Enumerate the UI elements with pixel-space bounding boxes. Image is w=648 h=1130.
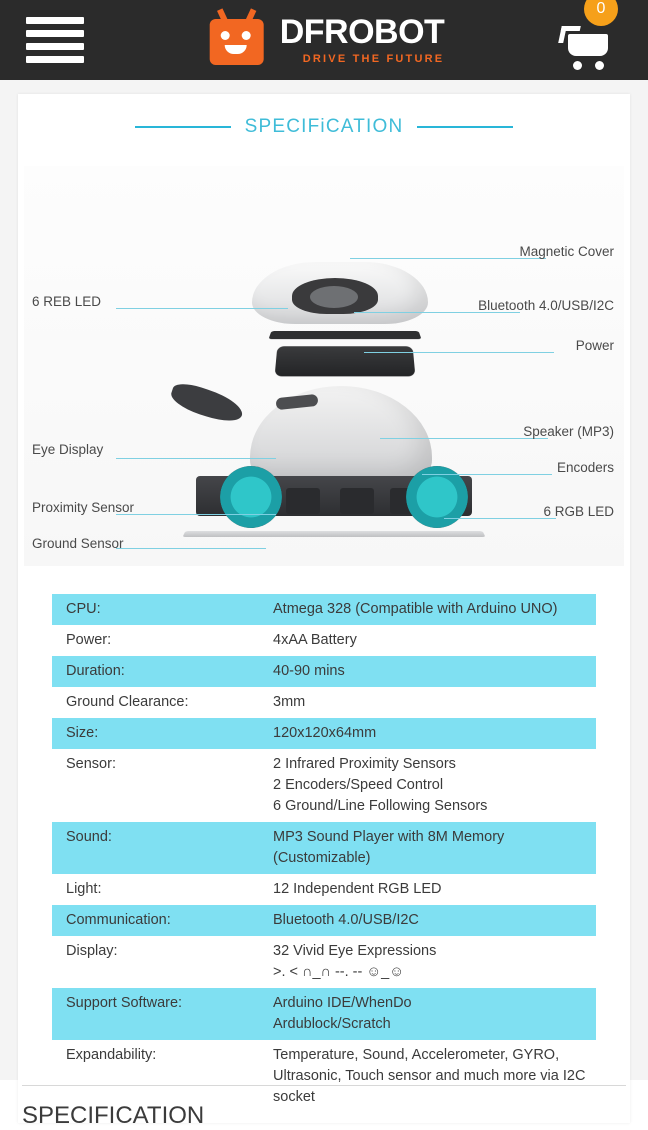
spec-value (259, 718, 596, 749)
spec-key: CPU: (52, 594, 259, 625)
spec-value (259, 936, 596, 988)
battery-pack-part (275, 346, 416, 376)
spec-key: Sound: (52, 822, 259, 874)
spec-value-line: Atmega 328 (Compatible with Arduino UNO) (273, 601, 558, 617)
brand-logo[interactable] (204, 9, 445, 71)
mainboard-part (269, 331, 422, 339)
exploded-view-diagram (24, 166, 624, 566)
baseplate-part (182, 531, 485, 537)
spec-value-line: Temperature, Sound, Accelerometer, GYRO, (273, 1047, 560, 1064)
robot-head-icon (204, 9, 270, 71)
spec-value-line: 32 Vivid Eye Expressions (273, 943, 437, 960)
spec-key: Sensor: (52, 749, 259, 822)
spec-value (259, 749, 596, 822)
specification-header (18, 94, 630, 152)
callout-speaker: Speaker (MP3) (523, 424, 614, 439)
table-row (52, 656, 596, 687)
side-panel-part (168, 379, 246, 427)
spec-value-line: Arduino IDE/WhenDo (273, 995, 412, 1012)
spec-key: Light: (52, 874, 259, 905)
cart-count-badge: 0 (584, 0, 618, 26)
brand-wordmark (280, 15, 445, 65)
spec-value-line: Ultrasonic, Touch sensor and much more via I2C (273, 1068, 586, 1085)
section-divider (22, 1085, 626, 1086)
robot-face (210, 19, 264, 65)
table-row (52, 718, 596, 749)
callout-bluetooth: Bluetooth 4.0/USB/I2C (478, 298, 614, 313)
callout-magnetic-cover: Magnetic Cover (519, 244, 614, 259)
leader-line (116, 548, 266, 549)
callout-encoders: Encoders (556, 460, 614, 475)
table-row (52, 822, 596, 874)
spec-value-line: 4xAA Battery (273, 632, 357, 649)
spec-value (259, 822, 596, 874)
spec-value-line: Bluetooth 4.0/USB/I2C (273, 912, 419, 929)
spec-value-line: socket (273, 1089, 315, 1106)
spec-key: Ground Clearance: (52, 687, 259, 718)
spec-value (259, 687, 596, 718)
callout-6-rgb-led: 6 RGB LED (543, 504, 614, 519)
motor-part (340, 488, 374, 514)
callout-power: Power (575, 338, 614, 353)
spec-key: Expandability: (52, 1040, 259, 1113)
footer-section-title: SPECIFICATION (22, 1102, 205, 1129)
spec-key: Duration: (52, 656, 259, 687)
table-row (52, 988, 596, 1040)
spec-value-line: MP3 Sound Player with 8M Memory (273, 829, 505, 846)
table-row (52, 874, 596, 905)
page-title: SPECIFiCATION (244, 116, 404, 137)
leader-line (364, 352, 554, 353)
brand-tagline: DRIVE THE FUTURE (302, 53, 445, 65)
spec-key: Support Software: (52, 988, 259, 1040)
spec-value-line: >. < ∩_∩ --. -- ☺_☺ (273, 964, 405, 981)
table-row (52, 687, 596, 718)
title-rule-left (135, 126, 231, 128)
cart-button[interactable] (558, 0, 624, 76)
spec-value-line: (Customizable) (273, 850, 371, 867)
motor-part (286, 488, 320, 514)
spec-value (259, 656, 596, 687)
robot-eye-left (221, 31, 230, 40)
brand-name-robot: ROBOT (324, 13, 445, 51)
spec-value-line: 2 Infrared Proximity Sensors (273, 756, 456, 773)
cart-wheel (595, 61, 604, 70)
table-row (52, 905, 596, 936)
shopping-cart-icon (560, 26, 618, 70)
leader-line (350, 258, 546, 259)
spec-key: Size: (52, 718, 259, 749)
spec-value (259, 594, 596, 625)
brand-name (280, 15, 445, 49)
hamburger-bar (26, 43, 84, 50)
table-row (52, 936, 596, 988)
spec-key: Communication: (52, 905, 259, 936)
table-row (52, 594, 596, 625)
callout-proximity-sensor: Proximity Sensor (32, 500, 135, 515)
site-header (0, 0, 648, 80)
spec-value (259, 1040, 596, 1113)
table-row (52, 749, 596, 822)
spec-value-line: 6 Ground/Line Following Sensors (273, 798, 488, 815)
spec-value-line: 3mm (273, 694, 306, 711)
callout-6-reb-led: 6 REB LED (32, 294, 102, 309)
hamburger-menu-icon[interactable] (26, 17, 84, 63)
brand-name-df: DF (279, 13, 325, 51)
leader-line (116, 308, 288, 309)
spec-value-line: 12 Independent RGB LED (273, 881, 442, 898)
robot-eye-right (242, 31, 251, 40)
spec-value (259, 988, 596, 1040)
spec-key: Power: (52, 625, 259, 656)
cart-basket (568, 34, 608, 56)
spec-value-line: Ardublock/Scratch (273, 1016, 391, 1033)
hamburger-bar (26, 56, 84, 63)
cover-inner-highlight (310, 286, 358, 308)
leader-line (116, 514, 276, 515)
spec-key: Display: (52, 936, 259, 988)
specification-table (52, 594, 596, 1113)
title-rule-right (417, 126, 513, 128)
hamburger-bar (26, 30, 84, 37)
wheel-left-part (220, 466, 282, 528)
spec-value (259, 625, 596, 656)
spec-value-line: 120x120x64mm (273, 725, 377, 742)
cart-wheel (573, 61, 582, 70)
callout-ground-sensor: Ground Sensor (32, 536, 124, 551)
spec-value-line: 2 Encoders/Speed Control (273, 777, 444, 794)
specification-card (18, 94, 630, 1123)
leader-line (422, 474, 552, 475)
leader-line (444, 518, 556, 519)
hamburger-bar (26, 17, 84, 24)
page-content (0, 80, 648, 1129)
spec-value-line: 40-90 mins (273, 663, 345, 680)
table-row (52, 625, 596, 656)
specification-table-body (52, 594, 596, 1113)
spec-value (259, 905, 596, 936)
leader-line (116, 458, 276, 459)
spec-value (259, 874, 596, 905)
callout-eye-display: Eye Display (32, 442, 104, 457)
